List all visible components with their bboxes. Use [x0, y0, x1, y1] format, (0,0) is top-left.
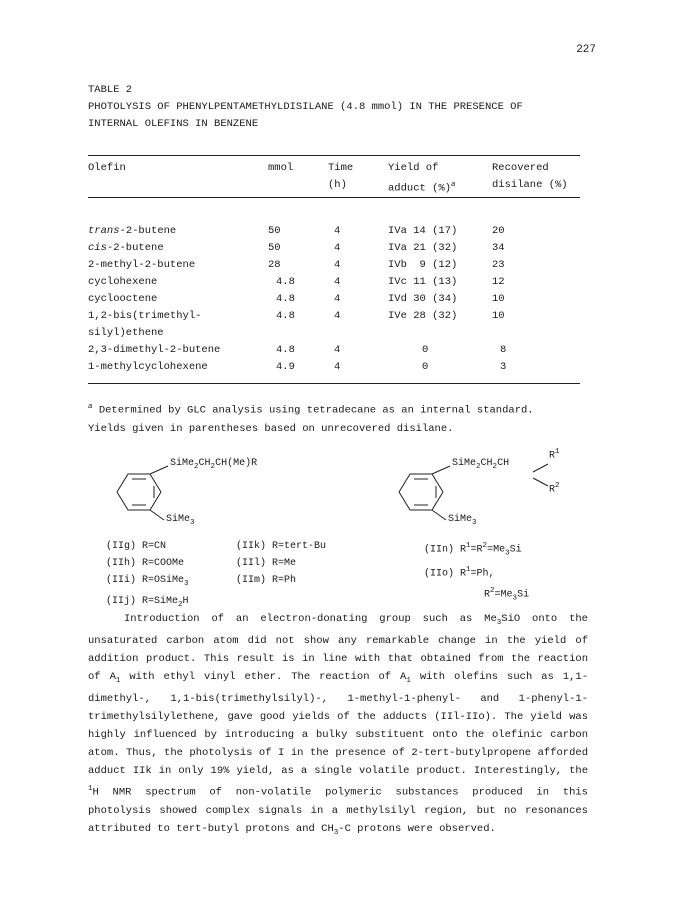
table-row — [88, 259, 580, 276]
cell-olefin: trans-2-butene — [88, 225, 177, 237]
table-row — [88, 327, 580, 344]
table-row — [88, 293, 580, 310]
cell-olefin: cyclooctene — [88, 293, 158, 305]
table-bottom-rule — [88, 383, 580, 384]
table-caption — [88, 82, 523, 133]
table-caption-line: TABLE 2 — [88, 84, 133, 96]
left-trimethylsilyl: SiMe$_3$ — [166, 514, 195, 527]
right-r2: $R^2$ — [549, 482, 560, 496]
cell-yield: IVa 14 (17) — [388, 225, 458, 237]
cell-mmol: 28 — [268, 259, 281, 271]
cell-time: 4 — [334, 293, 341, 305]
cell-yield: 0 — [422, 344, 429, 356]
cell-time: 4 — [334, 259, 341, 271]
table-top-rule — [88, 155, 580, 156]
table-row — [88, 242, 580, 259]
cell-recovered: 8 — [500, 344, 507, 356]
header-recovered: Recovered disilane (%) — [492, 162, 568, 191]
right-trimethylsilyl: SiMe$_3$ — [448, 514, 477, 527]
cell-time: 4 — [334, 361, 341, 373]
cell-time: 4 — [334, 242, 341, 254]
cell-olefin: cis-2-butene — [88, 242, 164, 254]
left-substituent-list: (IIg) R=CN (IIh) R=COOMe (IIi) R=OSiMe$_3$ (IIj) R=SiMe$_2$H — [106, 541, 189, 609]
structure-scheme — [88, 448, 588, 610]
cell-olefin: 1,2-bis(trimethyl- — [88, 310, 202, 322]
right-r1: $R^1$ — [549, 448, 560, 462]
table-row — [88, 310, 580, 327]
cell-mmol: 4.8 — [276, 276, 295, 288]
cell-mmol: 4.8 — [276, 293, 295, 305]
cell-mmol: 50 — [268, 242, 281, 254]
cell-yield: IVc 11 (13) — [388, 276, 458, 288]
table-header-rule — [88, 197, 580, 198]
cell-time: 4 — [334, 344, 341, 356]
table-footnote: $^a$ Determined by GLC analysis using tetradecane as an internal standard. Yields given in parentheses based on unrecovered disilane. — [88, 403, 534, 435]
cell-mmol: 50 — [268, 225, 281, 237]
cell-mmol: 4.9 — [276, 361, 295, 373]
body-paragraph: Introduction of an electron-donating group such as $Me_3SiO$ onto the unsaturated carbon atom did not show any remarkable change in the yield of addition product. This result is in line with that obtained from the reaction of $A_1$ with ethyl vinyl ether. The reaction of $A_1$ with olefins such as 1,1-dimethyl-, 1,1-bis(trimethylsilyl)-, 1-methyl-1-phenyl- and 1-phenyl-1-trimethylsilylethene, gave good yields of the adducts (IIl-IIo). The yield was highly influenced by introducing a bulky substituent onto the olefinic carbon atom. Thus, the photolysis of I in the presence of 2-tert-butylpropene afforded adduct IIk in only 19% yield, as a single volatile product. Interestingly, the $^1$H NMR spectrum of non-volatile polymeric substances produced in this photolysis showed complex signals in a methylsilyl region, but no resonances attributed to tert-butyl protons and $CH_3-C$ protons were observed. — [88, 613, 588, 837]
cell-mmol: 4.8 — [276, 344, 295, 356]
table-row — [88, 361, 580, 378]
cell-yield: IVd 30 (34) — [388, 293, 458, 305]
right-silyl-chain: $SiMe_2CH_2CH$ — [452, 458, 510, 471]
right-benzene-ring — [399, 464, 548, 520]
cell-olefin: 2-methyl-2-butene — [88, 259, 196, 271]
cell-yield: IVe 28 (32) — [388, 310, 458, 322]
cell-olefin: silyl)ethene — [88, 327, 164, 339]
header-time: Time (h) — [328, 162, 354, 191]
header-mmol: mmol — [268, 162, 294, 174]
cell-time: 4 — [334, 276, 341, 288]
cell-yield: IVa 21 (32) — [388, 242, 458, 254]
cell-recovered: 10 — [492, 310, 505, 322]
cell-recovered: 20 — [492, 225, 505, 237]
cell-recovered: 3 — [500, 361, 507, 373]
cell-yield: IVb 9 (12) — [388, 259, 458, 271]
table-row — [88, 276, 580, 293]
page-number: 227 — [576, 44, 596, 56]
cell-olefin: 2,3-dimethyl-2-butene — [88, 344, 221, 356]
cell-time: 4 — [334, 310, 341, 322]
cell-mmol: 4.8 — [276, 310, 295, 322]
table-row — [88, 225, 580, 242]
cell-yield: 0 — [422, 361, 429, 373]
left-benzene-ring — [117, 466, 168, 520]
cell-recovered: 23 — [492, 259, 505, 271]
table-caption-line: PHOTOLYSIS OF PHENYLPENTAMETHYLDISILANE (4.8 mmol) IN THE PRESENCE OF — [88, 101, 523, 113]
header-olefin: Olefin — [88, 162, 126, 174]
cell-recovered: 10 — [492, 293, 505, 305]
cell-recovered: 34 — [492, 242, 505, 254]
cell-olefin: 1-methylcyclohexene — [88, 361, 208, 373]
table-caption-line: INTERNAL OLEFINS IN BENZENE — [88, 118, 259, 130]
cell-time: 4 — [334, 225, 341, 237]
header-yield: Yield of adduct (%)$^a$ — [388, 162, 456, 195]
cell-olefin: cyclohexene — [88, 276, 158, 288]
right-substituent-list: (IIn) $R^1=R^2=Me_3Si$ (IIo) $R^1=Ph$, $R^2=Me_3Si$ — [424, 542, 530, 602]
table-row — [88, 344, 580, 361]
benzene-rings — [88, 460, 588, 530]
cell-recovered: 12 — [492, 276, 505, 288]
left-silyl-chain: $SiMe_2CH_2CH(Me)R$ — [170, 458, 258, 471]
left-substituent-list-2: (IIk) R=tert-Bu (IIl) R=Me (IIm) R=Ph — [236, 541, 327, 586]
